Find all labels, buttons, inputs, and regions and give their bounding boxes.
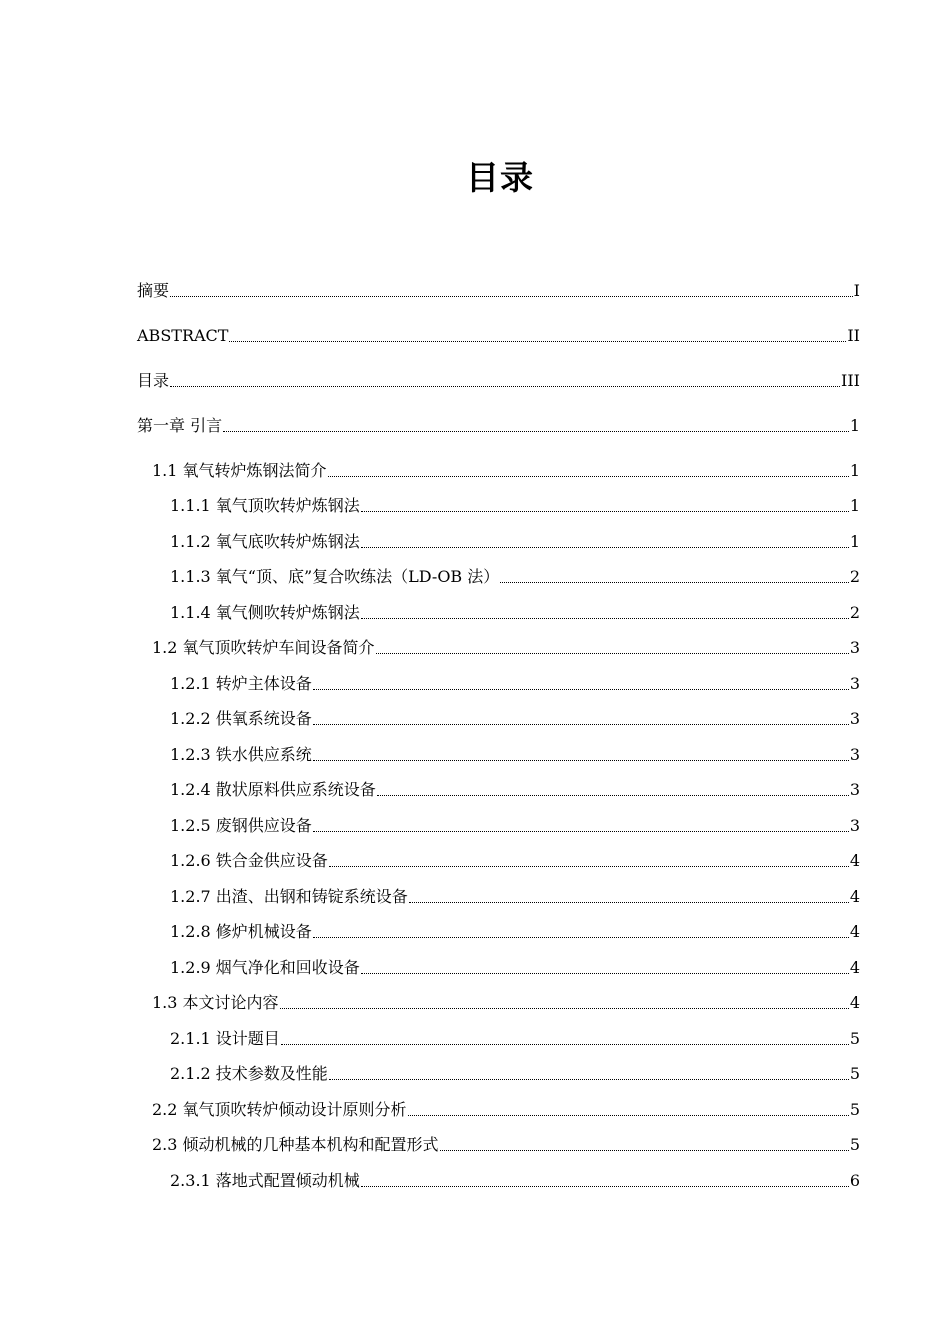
toc-entry[interactable] [152, 1133, 860, 1155]
toc-dot-leader [313, 709, 849, 729]
toc-entry-label: 1.2.3 铁水供应系统 [170, 745, 312, 764]
toc-dot-leader [409, 887, 849, 907]
toc-entry[interactable] [152, 459, 860, 481]
toc-entry[interactable] [170, 778, 860, 800]
toc-entry[interactable] [170, 1062, 860, 1084]
toc-entry-label: 1.2.8 修炉机械设备 [170, 922, 312, 941]
toc-entry-page-number: I [853, 281, 860, 300]
toc-entry[interactable] [137, 414, 860, 436]
toc-entry-label: 1.2.4 散状原料供应系统设备 [170, 780, 376, 799]
toc-entry[interactable] [170, 1027, 860, 1049]
toc-entry-label: 1.2.5 废钢供应设备 [170, 816, 312, 835]
toc-entry-page-number: 4 [849, 922, 860, 941]
toc-entry-label: 1.1.2 氧气底吹转炉炼钢法 [170, 532, 360, 551]
toc-entry[interactable] [170, 920, 860, 942]
toc-entry-page-number: 3 [849, 780, 860, 799]
toc-entry-page-number: 5 [849, 1135, 860, 1154]
toc-entry[interactable] [152, 991, 860, 1013]
toc-entry[interactable] [152, 636, 860, 658]
toc-entry[interactable] [170, 672, 860, 694]
toc-entry[interactable] [170, 530, 860, 552]
toc-dot-leader [281, 1029, 849, 1049]
toc-entry-page-number: 4 [849, 851, 860, 870]
toc-entry-label: 2.1.1 设计题目 [170, 1029, 280, 1048]
toc-entry-page-number: 5 [849, 1064, 860, 1083]
toc-entry-label: 1.2.1 转炉主体设备 [170, 674, 312, 693]
toc-entry[interactable] [170, 814, 860, 836]
toc-entry[interactable] [137, 369, 860, 391]
toc-entry-label: 1.1 氧气转炉炼钢法简介 [152, 461, 327, 480]
toc-entry-page-number: 2 [849, 567, 860, 586]
toc-entry[interactable] [170, 956, 860, 978]
toc-entry-label: ABSTRACT [137, 326, 229, 345]
toc-dot-leader [229, 326, 846, 346]
toc-entry-label: 1.1.3 氧气“顶、底”复合吹练法（LD-OB 法） [170, 567, 500, 586]
toc-entry-label: 第一章 引言 [137, 416, 223, 435]
toc-dot-leader [313, 745, 849, 765]
toc-entry-label: 1.1.4 氧气侧吹转炉炼钢法 [170, 603, 360, 622]
toc-entry-page-number: 2 [849, 603, 860, 622]
toc-dot-leader [170, 281, 853, 301]
toc-entry-page-number: 5 [849, 1029, 860, 1048]
toc-dot-leader [376, 638, 849, 658]
toc-entry[interactable] [170, 601, 860, 623]
toc-entry-label: 1.2.2 供氧系统设备 [170, 709, 312, 728]
toc-entry-page-number: 3 [849, 816, 860, 835]
toc-entry-label: 1.2 氧气顶吹转炉车间设备简介 [152, 638, 375, 657]
toc-entry[interactable] [170, 565, 860, 587]
toc-entry-page-number: 3 [849, 709, 860, 728]
toc-entry-page-number: 4 [849, 958, 860, 977]
toc-entry-page-number: 5 [849, 1100, 860, 1119]
toc-dot-leader [313, 816, 849, 836]
toc-entry-page-number: 3 [849, 745, 860, 764]
toc-dot-leader [361, 1171, 849, 1191]
toc-entry-label: 2.1.2 技术参数及性能 [170, 1064, 328, 1083]
toc-entry-label: 1.2.9 烟气净化和回收设备 [170, 958, 360, 977]
toc-entry-page-number: 6 [849, 1171, 860, 1190]
toc-entry[interactable] [137, 324, 860, 346]
toc-dot-leader [313, 922, 849, 942]
toc-dot-leader [223, 416, 849, 436]
toc-entry-page-number: II [847, 326, 860, 345]
toc-entry-label: 1.2.7 出渣、出钢和铸锭系统设备 [170, 887, 408, 906]
toc-dot-leader [440, 1135, 849, 1155]
toc-dot-leader [361, 532, 849, 552]
toc-dot-leader [361, 496, 849, 516]
toc-dot-leader [329, 851, 849, 871]
toc-dot-leader [361, 958, 849, 978]
toc-dot-leader [170, 371, 840, 391]
toc-entry-label: 1.3 本文讨论内容 [152, 993, 279, 1012]
toc-dot-leader [313, 674, 849, 694]
toc-dot-leader [500, 567, 849, 587]
toc-entry[interactable] [170, 885, 860, 907]
toc-entry[interactable] [170, 494, 860, 516]
toc-entry-page-number: 3 [849, 638, 860, 657]
toc-entry-page-number: 1 [849, 532, 860, 551]
toc-dot-leader [329, 1064, 849, 1084]
toc-dot-leader [361, 603, 849, 623]
toc-entry[interactable] [170, 849, 860, 871]
toc-dot-leader [280, 993, 849, 1013]
page-title: 目录 [466, 158, 534, 197]
toc-entry-label: 2.2 氧气顶吹转炉倾动设计原则分析 [152, 1100, 407, 1119]
toc-entry-label: 摘要 [137, 281, 170, 300]
toc-entry-page-number: 4 [849, 887, 860, 906]
toc-entry-label: 1.1.1 氧气顶吹转炉炼钢法 [170, 496, 360, 515]
toc-entry-label: 1.2.6 铁合金供应设备 [170, 851, 328, 870]
toc-entry-page-number: 1 [849, 416, 860, 435]
toc-entry-page-number: 1 [849, 496, 860, 515]
toc-entry-label: 2.3.1 落地式配置倾动机械 [170, 1171, 360, 1190]
toc-entry[interactable] [137, 279, 860, 301]
toc-entry-label: 2.3 倾动机械的几种基本机构和配置形式 [152, 1135, 439, 1154]
toc-entry-page-number: 4 [849, 993, 860, 1012]
toc-entry-page-number: 1 [849, 461, 860, 480]
toc-entry-page-number: 3 [849, 674, 860, 693]
toc-dot-leader [328, 461, 849, 481]
toc-entry[interactable] [152, 1098, 860, 1120]
toc-entry[interactable] [170, 743, 860, 765]
toc-dot-leader [377, 780, 849, 800]
toc-entry-label: 目录 [137, 371, 170, 390]
toc-entry[interactable] [170, 1169, 860, 1191]
toc-entry-page-number: III [841, 371, 860, 390]
toc-dot-leader [408, 1100, 849, 1120]
toc-entry[interactable] [170, 707, 860, 729]
